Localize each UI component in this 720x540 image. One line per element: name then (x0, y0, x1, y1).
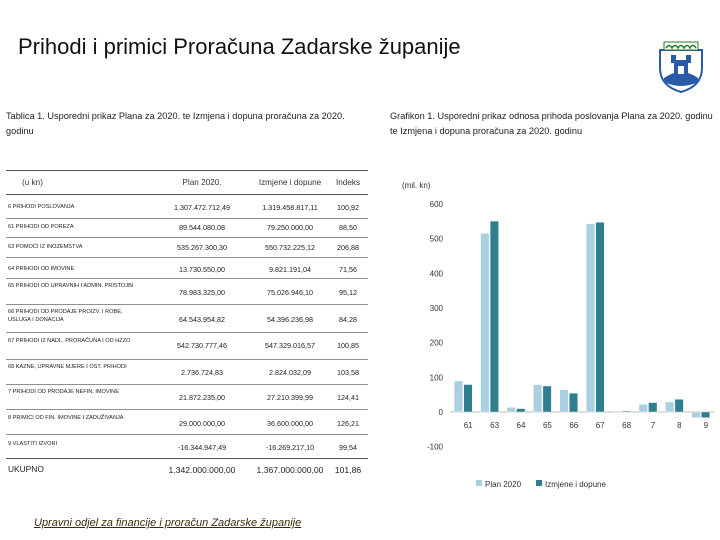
bar-plan-61 (454, 381, 463, 412)
bar-plan-7 (639, 404, 648, 412)
x-tick-label: 8 (677, 421, 682, 430)
bar-plan-67 (586, 224, 595, 412)
total-label: UKUPNO (8, 464, 44, 474)
row-plan: -16.344.947,49 (177, 443, 227, 452)
total-indeks: 101,86 (334, 465, 362, 475)
row-izmjene: 2.824.032,09 (269, 368, 311, 377)
bar-izmjene-64 (517, 409, 526, 412)
row-izmjene: 54.396.236,98 (267, 315, 313, 324)
x-tick-label: 64 (516, 421, 526, 430)
bar-plan-66 (560, 390, 569, 412)
row-plan: 542.730.777,46 (177, 341, 227, 350)
page-title: Prihodi i primici Proračuna Zadarske županije (18, 34, 461, 59)
bar-izmjene-65 (543, 386, 552, 412)
row-izmjene: -16.269.217,10 (265, 443, 315, 452)
row-indeks: 206,88 (337, 243, 359, 252)
row-label: 63 POMOĆI IZ INOZEMSTVA (8, 244, 83, 250)
table-header-plan: Plan 2020. (182, 178, 222, 187)
x-tick-label: 7 (650, 421, 656, 430)
row-indeks: 126,21 (337, 419, 359, 428)
row-plan: 535.267.300,30 (177, 243, 227, 252)
x-tick-label: 63 (490, 421, 500, 430)
bar-izmjene-7 (649, 403, 658, 412)
row-indeks: 124,41 (337, 393, 359, 402)
row-izmjene: 75.026.946,10 (267, 288, 313, 297)
bar-plan-9 (692, 412, 701, 418)
bar-plan-65 (533, 385, 542, 412)
x-tick-label: 68 (622, 421, 632, 430)
bar-plan-68 (613, 411, 622, 412)
row-izmjene: 79.250.000,00 (267, 223, 313, 232)
y-tick-label: 200 (429, 338, 443, 348)
row-plan: 1.307.472.712,49 (174, 203, 230, 212)
row-indeks: 103,58 (337, 368, 359, 377)
bar-izmjene-61 (464, 385, 473, 412)
row-label: 64 PRIHODI OD IMOVINE (8, 266, 75, 272)
bar-izmjene-63 (490, 221, 499, 412)
row-plan: 2.736.724,83 (181, 368, 223, 377)
table-header-indeks: Indeks (335, 178, 361, 187)
row-plan: 29.000.000,00 (179, 419, 225, 428)
row-indeks: 95,12 (339, 288, 357, 297)
bar-izmjene-67 (596, 222, 605, 412)
row-indeks: 88,50 (339, 223, 357, 232)
y-tick-label: 600 (429, 200, 443, 209)
y-tick-label: 100 (429, 373, 443, 383)
row-izmjene: 547.329.016,57 (265, 341, 315, 350)
y-tick-label: 400 (429, 269, 443, 279)
row-label: 66 PRIHODI OD PRODAJE PROIZV. I ROBE, USLUGA I DONACIJA (8, 309, 123, 323)
table-header-izmjene: Izmjene i dopune (258, 178, 322, 187)
row-izmjene: 1.319.458.817,11 (262, 203, 318, 212)
row-izmjene: 550.732.225,12 (265, 243, 315, 252)
legend-swatch (536, 480, 542, 486)
row-label: 8 PRIMICI OD FIN. IMOVINE I ZADUŽIVANJA (8, 415, 124, 421)
total-plan: 1.342.000.000,00 (168, 465, 236, 475)
chart-unit-label: (mil. kn) (402, 181, 431, 190)
row-indeks: 71,56 (339, 265, 357, 274)
x-tick-label: 67 (595, 421, 605, 430)
row-label: 65 PRIHODI OD UPRAVNIH I ADMIN. PRISTOJBI (8, 283, 134, 289)
legend-label: Plan 2020 (485, 480, 522, 489)
row-label: 9 VLASTITI IZVORI (8, 441, 58, 447)
bar-plan-8 (665, 402, 674, 412)
row-indeks: 84,28 (339, 315, 357, 324)
bar-izmjene-68 (622, 411, 631, 412)
row-izmjene: 27.210.399,99 (267, 393, 313, 402)
y-tick-label: 300 (429, 304, 443, 313)
bar-plan-63 (481, 233, 490, 412)
legend-label: Izmjene i dopune (545, 480, 606, 489)
bar-plan-64 (507, 407, 516, 412)
row-plan: 64.543.954,82 (179, 315, 225, 324)
total-izmjene: 1.367.000.000,00 (256, 465, 324, 475)
x-tick-label: 9 (703, 421, 709, 430)
row-plan: 21.872.235,00 (179, 393, 225, 402)
footer-department: Upravni odjel za financije i proračun Zadarske županije (34, 517, 302, 529)
x-tick-label: 65 (542, 421, 552, 430)
row-label: 7 PRIHODI OD PRODAJE NEFIN. IMOVINE (8, 389, 119, 395)
row-izmjene: 36.600.000,00 (267, 419, 313, 428)
row-izmjene: 9.821.191,04 (269, 265, 311, 274)
bar-izmjene-9 (701, 412, 710, 418)
chart-caption: Grafikon 1. Usporedni prikaz odnosa prihoda poslovanja Plana za 2020. godinu te Izmjena i dopuna proračuna za 2020. godinu (390, 111, 713, 136)
row-label: 61 PRIHODI OD POREZA (8, 224, 74, 230)
row-indeks: 100,85 (337, 341, 359, 350)
row-plan: 13.730.550,00 (179, 265, 225, 274)
legend-swatch (476, 480, 482, 486)
bar-izmjene-66 (569, 393, 578, 412)
row-plan: 89.544.080,08 (179, 223, 225, 232)
table-caption: Tablica 1. Usporedni prikaz Plana za 2020. te Izmjena i dopuna proračuna za 2020. godinu (6, 111, 345, 136)
y-tick-label: 0 (438, 408, 443, 417)
row-indeks: 100,92 (337, 203, 359, 212)
y-tick-label: -100 (426, 442, 443, 452)
bar-izmjene-8 (675, 399, 684, 412)
x-tick-label: 66 (569, 421, 579, 430)
row-indeks: 99,54 (339, 443, 357, 452)
y-tick-label: 500 (429, 234, 443, 244)
row-label: 67 PRIHODI IZ NADL. PRORAČUNA I OD HZZO (8, 338, 131, 344)
table-header-unit: (u kn) (22, 178, 43, 187)
x-tick-label: 61 (463, 421, 473, 430)
row-label: 68 KAZNE, UPRAVNE MJERE I OST. PRIHODI (8, 364, 127, 370)
row-plan: 78.983.325,00 (179, 288, 225, 297)
row-label: 6 PRIHODI POSLOVANJA (8, 204, 75, 210)
